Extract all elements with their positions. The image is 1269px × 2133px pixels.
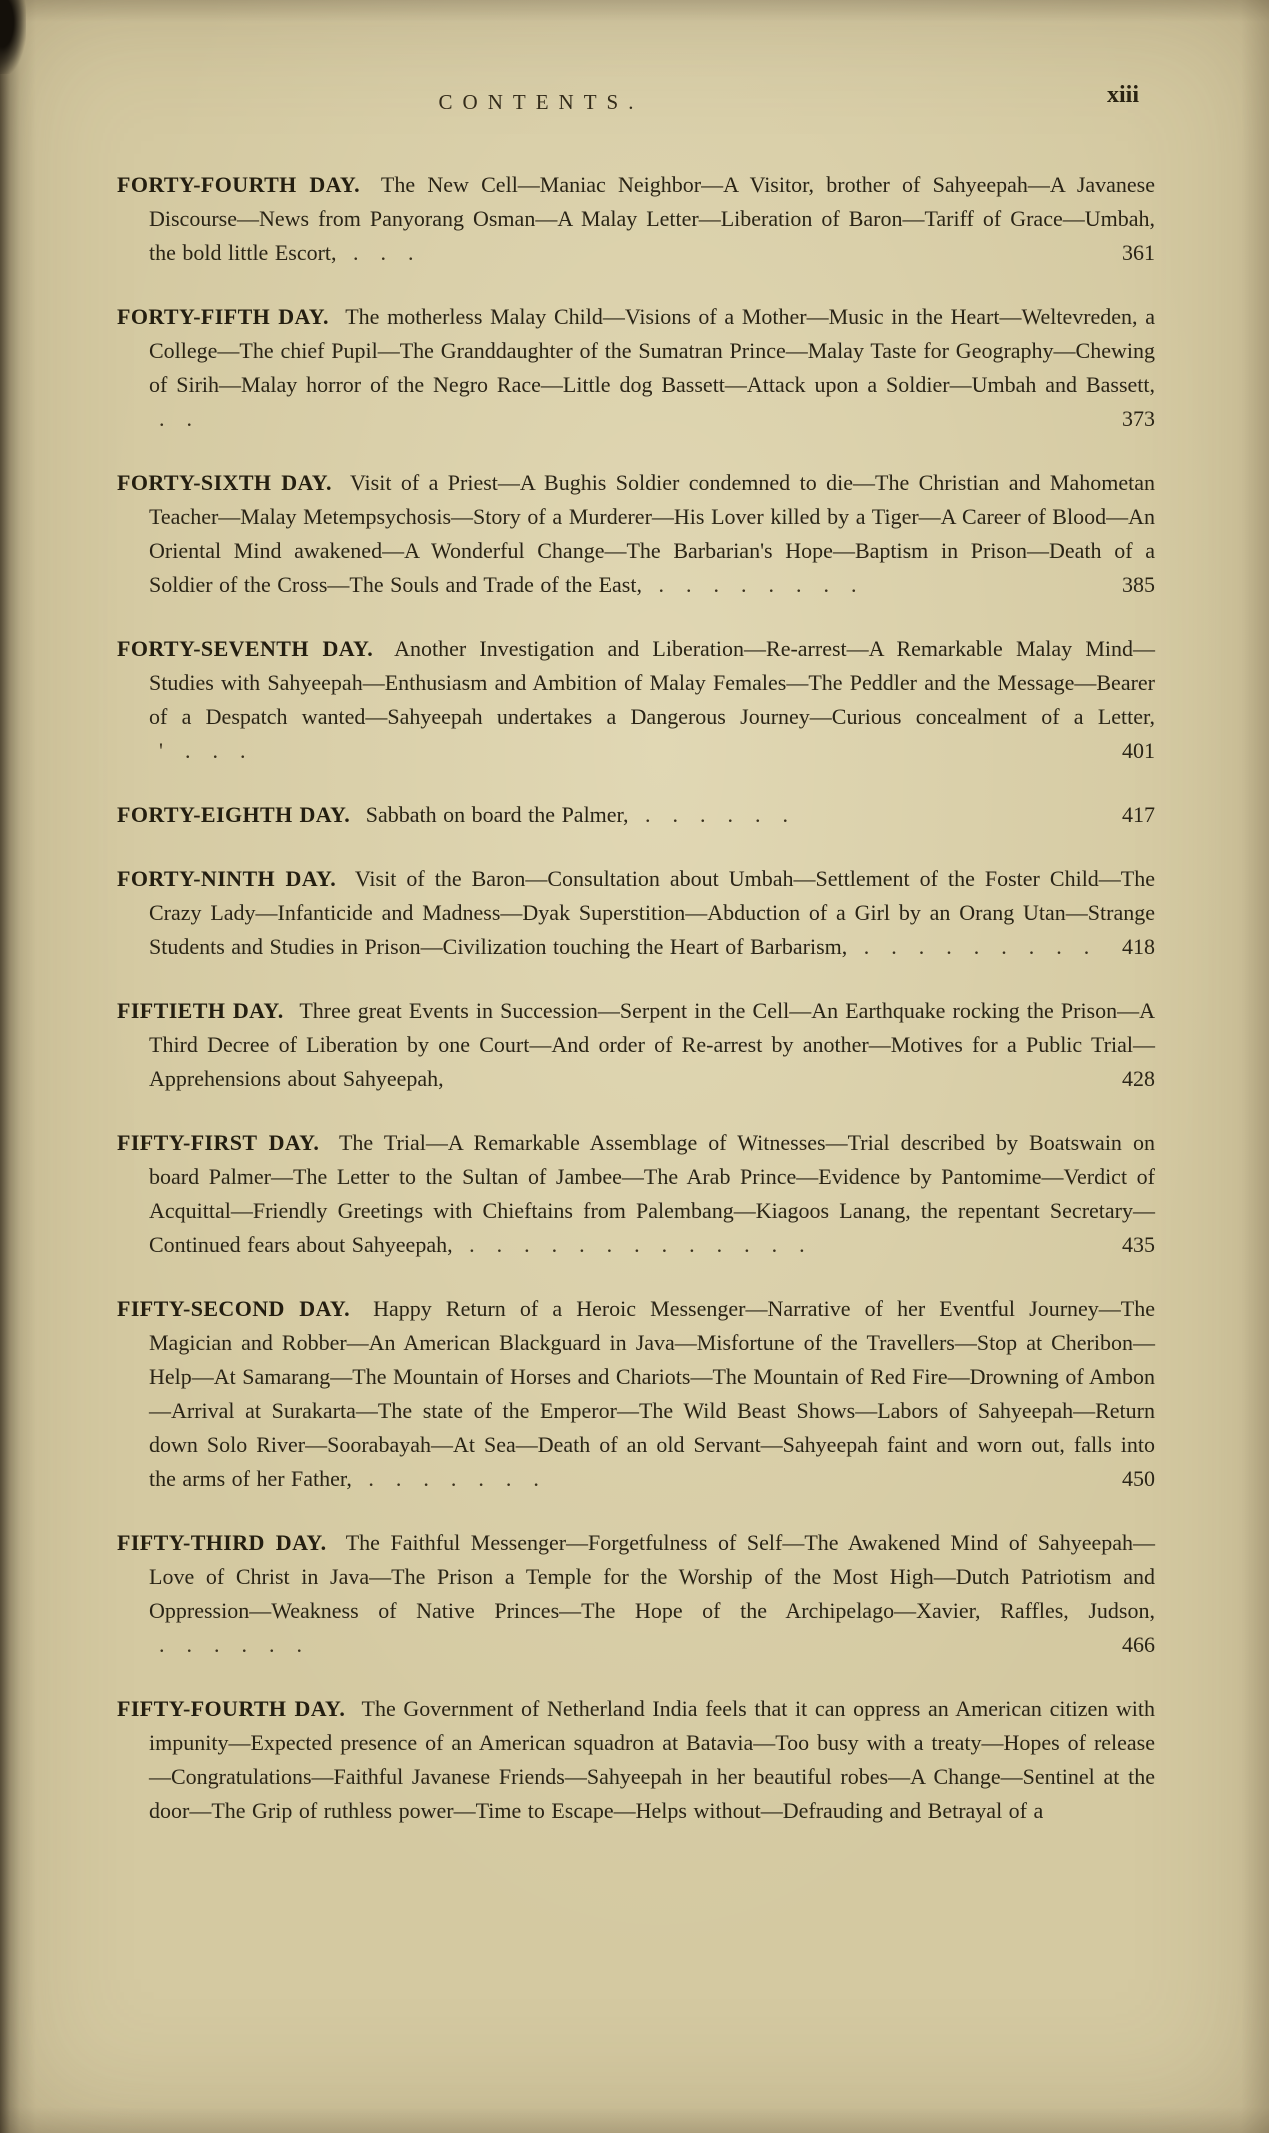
toc-entry-text: The Trial—A Remarkable Assemblage of Witnesses—Trial described by Boatswain on board Palmer—The Letter to the Sultan of Jambee—The Arab Prince—Evidence by Pantomime—Verdict of Acquittal—Friendly Greetings with Chieftains from Palembang—Kiagoos Lanang, the repentant Secretary—Continued fears about Sahyeepah, <box>149 1130 1155 1257</box>
toc-entry <box>117 1126 1155 1262</box>
leader-dots: . . . . . . . . <box>658 572 857 597</box>
toc-entry <box>117 168 1155 270</box>
toc-entry <box>117 1692 1155 1828</box>
toc-entry-heading: FIFTY-SECOND DAY. <box>117 1296 351 1321</box>
ink-blotch <box>0 0 26 74</box>
toc-entry <box>117 300 1155 436</box>
page-number: xiii <box>1106 82 1139 108</box>
toc-entry <box>117 994 1155 1096</box>
toc-entry-page-number: 385 <box>1122 572 1155 597</box>
toc-entry <box>117 862 1155 964</box>
toc-entry-heading: FORTY-FIFTH DAY. <box>117 304 329 329</box>
leader-dots: . . . . . . . <box>368 1466 539 1491</box>
toc-entry <box>117 798 1155 832</box>
page-header-title: CONTENTS. <box>438 90 644 114</box>
toc-entry-page-number: 418 <box>1122 934 1155 959</box>
leader-dots: . . . . . . . . . . . . . <box>469 1232 805 1257</box>
toc-entry-text: The Faithful Messenger—Forgetfulness of Self—The Awakened Mind of Sahyeepah—Love of Christ in Java—The Prison a Temple for the Worship of the Most High—Dutch Patriotism and Oppression—Weakness of Native Princes—The Hope of the Archipelago—Xavier, Raffles, Judson, <box>149 1530 1155 1623</box>
toc-entry-heading: FORTY-SEVENTH DAY. <box>117 636 374 661</box>
page-content <box>117 82 1156 1828</box>
toc-entry-page-number: 428 <box>1122 1066 1155 1091</box>
page-gutter-shadow <box>0 0 36 2133</box>
toc-entry-list <box>117 168 1155 1828</box>
toc-entry-page-number: 450 <box>1122 1466 1155 1491</box>
running-header <box>117 82 1155 124</box>
toc-entry-page-number: 466 <box>1122 1632 1155 1657</box>
toc-entry <box>117 1526 1155 1662</box>
toc-entry-page-number: 361 <box>1122 240 1155 265</box>
toc-entry-page-number: 401 <box>1122 738 1155 763</box>
toc-entry-text: Happy Return of a Heroic Messenger—Narrative of her Eventful Journey—The Magician and Robber—An American Blackguard in Java—Misfortune of the Travellers—Stop at Cheribon—Help—At Samarang—The Mountain of Horses and Chariots—The Mountain of Red Fire—Drowning of Ambon—Arrival at Surakarta—The state of the Emperor—The Wild Beast Shows—Labors of Sahyeepah—Return down Solo River—Soorabayah—At Sea—Death of an old Servant—Sahyeepah faint and worn out, falls into the arms of her Father, <box>149 1296 1155 1491</box>
leader-dots: ' . . . <box>159 738 246 763</box>
toc-entry-text: Another Investigation and Liberation—Re-arrest—A Remarkable Malay Mind—Studies with Sahyeepah—Enthusiasm and Ambition of Malay Females—The Peddler and the Message—Bearer of a Despatch wanted—Sahyeepah undertakes a Dangerous Journey—Curious concealment of a Letter, <box>149 636 1155 729</box>
toc-entry <box>117 632 1155 768</box>
leader-dots: . . . . . . . . . <box>863 934 1090 959</box>
leader-dots: . . . . . . <box>645 802 788 827</box>
toc-entry-text: The motherless Malay Child—Visions of a Mother—Music in the Heart—Weltevreden, a College—The chief Pupil—The Granddaughter of the Sumatran Prince—Malay Taste for Geography—Chewing of Sirih—Malay horror of the Negro Race—Little dog Bassett—Attack upon a Soldier—Umbah and Bassett, <box>149 304 1155 397</box>
toc-entry <box>117 466 1155 602</box>
toc-entry-heading: FORTY-EIGHTH DAY. <box>117 802 351 827</box>
toc-entry-heading: FIFTY-FOURTH DAY. <box>117 1696 346 1721</box>
toc-entry-text: Visit of the Baron—Consultation about Umbah—Settlement of the Foster Child—The Crazy Lady—Infanticide and Madness—Dyak Superstition—Abduction of a Girl by an Orang Utan—Strange Students and Studies in Prison—Civilization touching the Heart of Barbarism, <box>149 866 1156 959</box>
toc-entry <box>117 1292 1155 1496</box>
toc-entry-heading: FORTY-FOURTH DAY. <box>117 172 361 197</box>
leader-dots: . . . . . . <box>159 1632 302 1657</box>
toc-entry-text: Visit of a Priest—A Bughis Soldier condemned to die—The Christian and Mahometan Teacher—Malay Metempsychosis—Story of a Murderer—His Lover killed by a Tiger—A Career of Blood—An Oriental Mind awakened—A Wonderful Change—The Barbarian's Hope—Baptism in Prison—Death of a Soldier of the Cross—The Souls and Trade of the East, <box>149 470 1155 597</box>
toc-entry-text: The New Cell—Maniac Neighbor—A Visitor, brother of Sahyeepah—A Javanese Discourse—News from Panyorang Osman—A Malay Letter—Liberation of Baron—Tariff of Grace—Umbah, the bold little Escort, <box>149 172 1156 265</box>
toc-entry-page-number: 417 <box>1122 802 1155 827</box>
toc-entry-heading: FIFTIETH DAY. <box>117 998 284 1023</box>
toc-entry-page-number: 435 <box>1122 1232 1155 1257</box>
leader-dots: . . . <box>353 240 414 265</box>
toc-entry-heading: FIFTY-FIRST DAY. <box>117 1130 320 1155</box>
toc-entry-text: Three great Events in Succession—Serpent in the Cell—An Earthquake rocking the Prison—A Third Decree of Liberation by one Court—And order of Re-arrest by another—Motives for a Public Trial—Apprehensions about Sahyeepah, <box>149 998 1155 1091</box>
leader-dots: . . <box>159 406 192 431</box>
toc-entry-heading: FORTY-SIXTH DAY. <box>117 470 332 495</box>
toc-entry-heading: FORTY-NINTH DAY. <box>117 866 337 891</box>
toc-entry-text: The Government of Netherland India feels that it can oppress an American citizen with impunity—Expected presence of an American squadron at Batavia—Too busy with a treaty—Hopes of release—Congratulations—Faithful Javanese Friends—Sahyeepah in her beautiful robes—A Change—Sentinel at the door—The Grip of ruthless power—Time to Escape—Helps without—Defrauding and Betrayal of a <box>149 1696 1155 1823</box>
toc-entry-text: Sabbath on board the Palmer, <box>365 802 629 827</box>
toc-entry-heading: FIFTY-THIRD DAY. <box>117 1530 327 1555</box>
toc-entry-page-number: 373 <box>1122 406 1155 431</box>
